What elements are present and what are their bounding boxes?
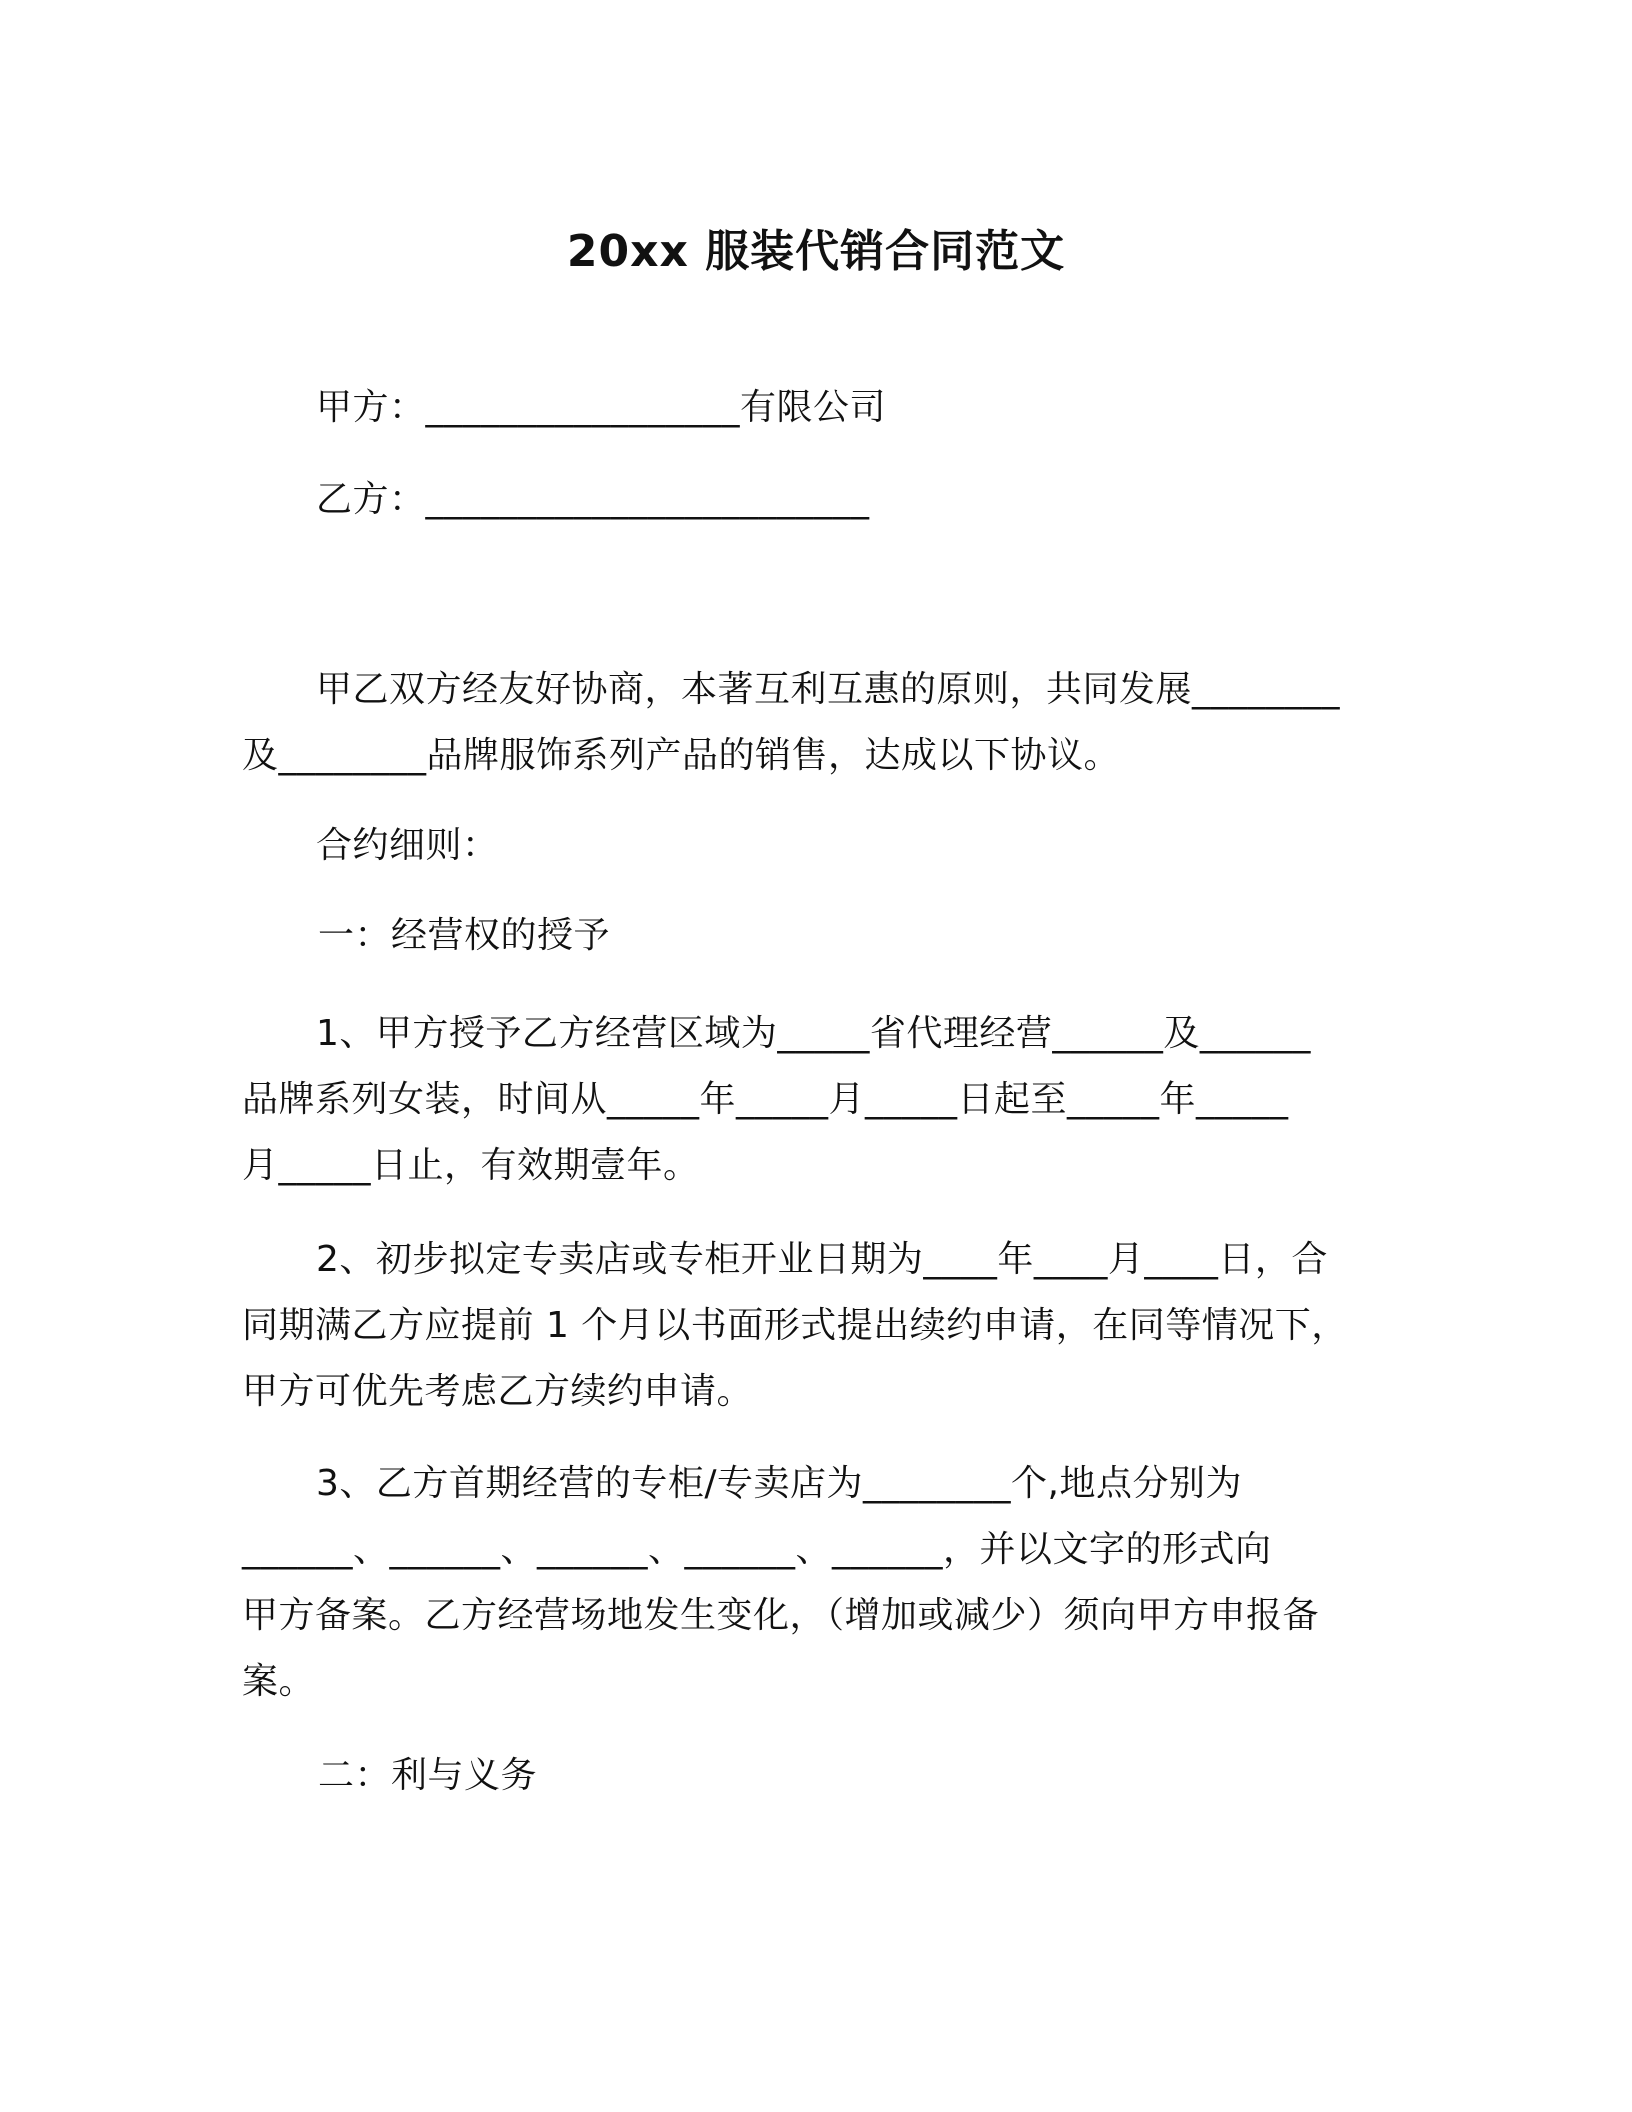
clause-1-line-3: 月_____日止，有效期壹年。 xyxy=(242,1145,700,1186)
document-title: 20xx 服装代销合同范文 xyxy=(566,226,1066,277)
preamble-line-2: 及________品牌服饰系列产品的销售，达成以下协议。 xyxy=(242,735,1121,776)
section-2-heading: 二：利与义务 xyxy=(318,1755,538,1796)
clause-3-line-3: 甲方备案。乙方经营场地发生变化，（增加或减少）须向甲方申报备 xyxy=(242,1595,1320,1636)
clause-2-line-1: 2、初步拟定专卖店或专柜开业日期为____年____月____日，合 xyxy=(316,1239,1328,1280)
party-b-line: 乙方：________________________ xyxy=(316,479,870,520)
clause-2-line-2: 同期满乙方应提前 1 个月以书面形式提出续约申请，在同等情况下， xyxy=(242,1305,1348,1346)
clause-3-line-1: 3、乙方首期经营的专柜/专卖店为________个,地点分别为 xyxy=(316,1463,1242,1504)
details-label: 合约细则： xyxy=(316,825,499,866)
preamble-line-1: 甲乙双方经友好协商，本著互利互惠的原则，共同发展________ xyxy=(316,669,1341,710)
clause-1-line-2: 品牌系列女装，时间从_____年_____月_____日起至_____年_____ xyxy=(242,1079,1289,1120)
clause-1-line-1: 1、甲方授予乙方经营区域为_____省代理经营______及______ xyxy=(316,1013,1311,1054)
section-1-heading: 一：经营权的授予 xyxy=(318,915,611,956)
clause-2-line-3: 甲方可优先考虑乙方续约申请。 xyxy=(242,1371,754,1412)
party-a-line: 甲方：_________________有限公司 xyxy=(316,387,887,428)
clause-3-line-2: ______、______、______、______、______，并以文字的形式向 xyxy=(242,1529,1272,1570)
clause-3-line-4: 案。 xyxy=(242,1661,316,1702)
